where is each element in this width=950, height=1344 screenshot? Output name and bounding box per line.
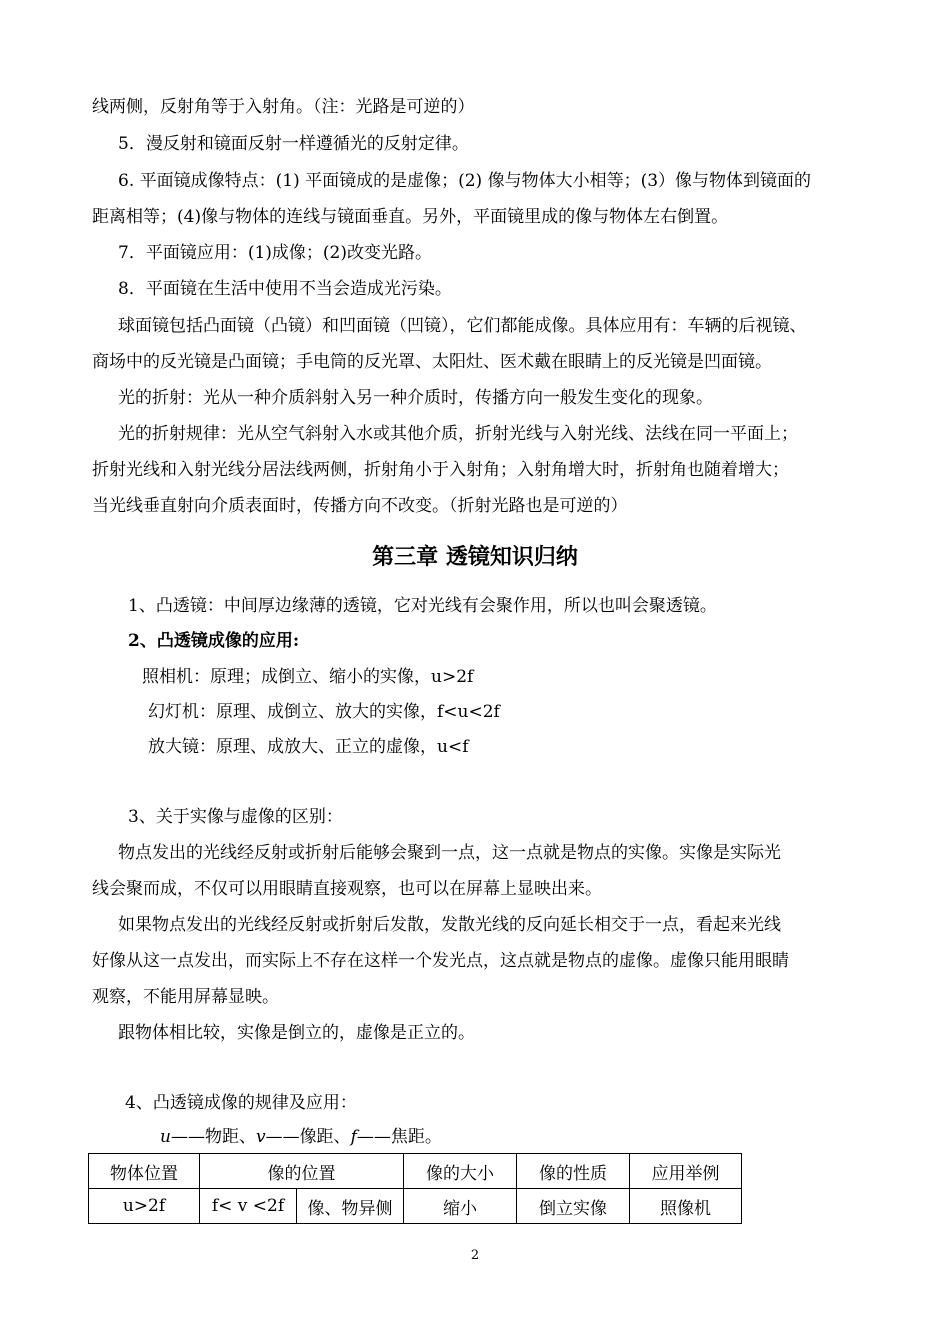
section-3-title: 3、关于实像与虚像的区别：	[128, 807, 343, 827]
paragraph-line: 5．漫反射和镜面反射一样遵循光的反射定律。	[118, 134, 469, 154]
cell-image-side: 像、物异侧	[297, 1189, 404, 1224]
section-3-line: 观察，不能用屏幕显映。	[92, 987, 279, 1007]
legend-v-text: ——像距、	[265, 1127, 351, 1147]
cell-image-size: 缩小	[404, 1189, 517, 1224]
paragraph-line: 折射光线和入射光线分居法线两侧，折射角小于入射角；入射角增大时，折射角也随着增大；	[92, 460, 789, 480]
header-application: 应用举例	[630, 1154, 742, 1189]
page-number: 2	[470, 1248, 480, 1263]
application-camera: 照相机：原理；成倒立、缩小的实像，u>2f	[142, 667, 474, 687]
paragraph-line: 球面镜包括凸面镜（凸镜）和凹面镜（凹镜），它们都能成像。具体应用有：车辆的后视镜、	[118, 316, 807, 336]
cell-image-distance: f< v <2f	[200, 1189, 297, 1224]
legend-f-text: ——焦距。	[356, 1127, 442, 1147]
table-header-row	[89, 1154, 742, 1189]
application-magnifier: 放大镜：原理、成放大、正立的虚像，u<f	[148, 737, 469, 757]
section-1-text: 1、凸透镜：中间厚边缘薄的透镜，它对光线有会聚作用，所以也叫会聚透镜。	[128, 596, 717, 616]
header-image-nature: 像的性质	[517, 1154, 630, 1189]
section-3-line: 跟物体相比较，实像是倒立的，虚像是正立的。	[118, 1023, 475, 1043]
imaging-rules-table	[88, 1153, 742, 1224]
section-3-line: 如果物点发出的光线经反射或折射后发散，发散光线的反向延长相交于一点，看起来光线	[118, 915, 781, 935]
paragraph-line: 光的折射：光从一种介质斜射入另一种介质时，传播方向一般发生变化的现象。	[118, 388, 713, 408]
section-4-title: 4、凸透镜成像的规律及应用：	[125, 1093, 357, 1113]
section-2-title: 2、凸透镜成像的应用:	[128, 631, 300, 651]
chapter-title: 第三章 透镜知识归纳	[372, 545, 578, 570]
header-object-position: 物体位置	[89, 1154, 200, 1189]
paragraph-line: 距离相等；(4)像与物体的连线与镜面垂直。另外，平面镜里成的像与物体左右倒置。	[92, 207, 729, 227]
table-row	[89, 1189, 742, 1224]
paragraph-line: 7．平面镜应用：(1)成像；(2)改变光路。	[118, 243, 432, 263]
section-3-line: 线会聚而成，不仅可以用眼睛直接观察，也可以在屏幕上显映出来。	[92, 879, 602, 899]
symbol-legend	[160, 1126, 442, 1148]
legend-v: v	[255, 1127, 266, 1147]
legend-f: f	[350, 1127, 357, 1147]
legend-u: u	[160, 1127, 171, 1147]
paragraph-line: 8．平面镜在生活中使用不当会造成光污染。	[118, 279, 452, 299]
header-image-position: 像的位置	[200, 1154, 404, 1189]
legend-u-text: ——物距、	[170, 1127, 256, 1147]
paragraph-line: 线两侧，反射角等于入射角。（注：光路是可逆的）	[92, 97, 475, 117]
paragraph-line: 商场中的反光镜是凸面镜；手电筒的反光罩、太阳灶、医术戴在眼睛上的反光镜是凹面镜。	[92, 352, 772, 372]
section-3-line: 物点发出的光线经反射或折射后能够会聚到一点，这一点就是物点的实像。实像是实际光	[118, 843, 781, 863]
header-image-size: 像的大小	[404, 1154, 517, 1189]
cell-object-position: u>2f	[89, 1189, 200, 1224]
cell-application: 照像机	[630, 1189, 742, 1224]
application-projector: 幻灯机：原理、成倒立、放大的实像，f<u<2f	[148, 702, 500, 722]
cell-image-nature: 倒立实像	[517, 1189, 630, 1224]
section-3-line: 好像从这一点发出，而实际上不存在这样一个发光点，这点就是物点的虚像。虚像只能用眼睛	[92, 951, 789, 971]
paragraph-line: 6. 平面镜成像特点：(1) 平面镜成的是虚像；(2) 像与物体大小相等；(3）像与物体到镜面的	[118, 171, 812, 191]
paragraph-line: 光的折射规律：光从空气斜射入水或其他介质，折射光线与入射光线、法线在同一平面上；	[118, 424, 798, 444]
paragraph-line: 当光线垂直射向介质表面时，传播方向不改变。（折射光路也是可逆的）	[92, 496, 628, 516]
